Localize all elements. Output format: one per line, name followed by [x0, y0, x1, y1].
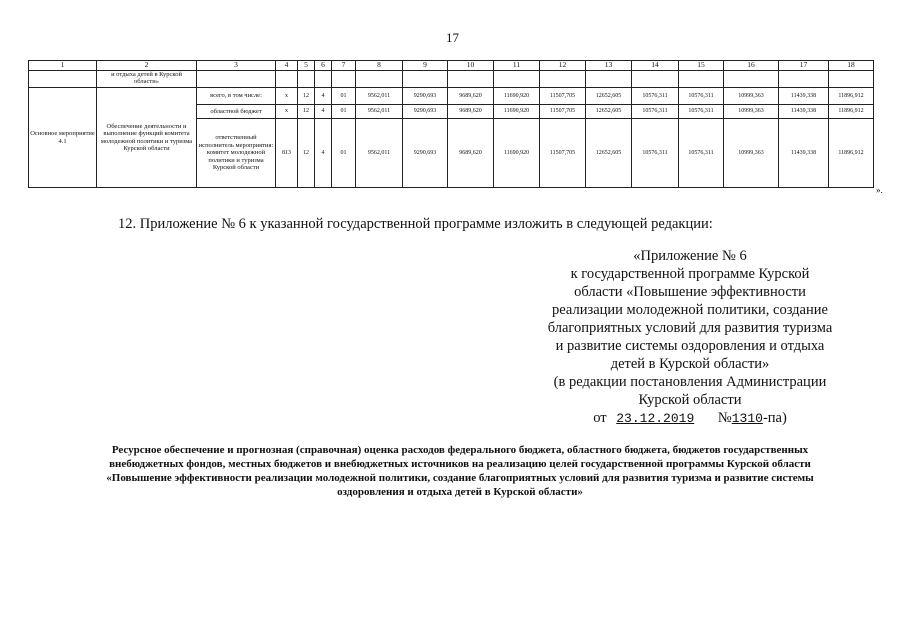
header-cell: 11: [494, 61, 540, 71]
appendix-line: области «Повышение эффективности: [574, 284, 806, 300]
table-row: областной бюджет х 12 4 01 9562,011 9290,693 9689,620 11690,920 11507,705 12652,605 10576,311 10576,311 10999,363 11439,338 11896,912: [29, 105, 874, 119]
table-header-row: [29, 61, 874, 71]
appendix-line: (в редакции постановления Администрации: [553, 374, 827, 390]
header-cell: 10: [448, 61, 494, 71]
appendix-line: благоприятных условий для развития туризма: [547, 320, 833, 336]
main-activity-label: Основное мероприятие 4.1: [29, 88, 97, 188]
header-cell: 2: [97, 61, 197, 71]
header-cell: 12: [540, 61, 586, 71]
header-cell: 14: [632, 61, 679, 71]
header-cell: 4: [276, 61, 298, 71]
resource-title: Ресурсное обеспечение и прогнозная (справочная) оценка расходов федерального бюджета, областного бюджета, бюджетов государственных внебюджетных фондов, местных бюджетов и внебюджетных источников на реализацию целей государственной программы Курской области «Повышение эффективности реализации молодежной политики, создание благоприятных условий для развития туризма и развитие системы оздоровления и отдыха детей в Курской области»: [106, 444, 814, 498]
header-cell: 17: [779, 61, 829, 71]
appendix-line: к государственной программе Курской: [570, 266, 810, 282]
continued-description: и отдыха детей в Курской области»: [97, 71, 197, 88]
header-cell: 1: [29, 61, 97, 71]
appendix-line: и развитие системы оздоровления и отдыха: [555, 338, 825, 354]
table-row-continuation: [29, 71, 874, 88]
header-cell: 13: [586, 61, 632, 71]
appendix-line: детей в Курской области»: [610, 356, 770, 372]
table-row: Основное мероприятие 4.1 Обеспечение деятельности и выполнение функций комитета молодежной политики и туризма Курской области всего, в том числе: х 12 4 01 9562,011 9290,693 9689,620 11690,920 11507,705 12652,605 10576,311 10576,311 10999,363 11439,338 11896,912: [29, 88, 874, 105]
row-label: ответственный исполнитель мероприятия: комитет молодежной политики и туризма Курской области: [197, 119, 276, 188]
appendix-line: Курской области: [638, 392, 742, 408]
header-cell: 6: [315, 61, 332, 71]
row-label: областной бюджет: [197, 105, 276, 119]
appendix-header: [525, 247, 855, 428]
decree-number: 1310: [731, 411, 763, 426]
activity-description: Обеспечение деятельности и выполнение функций комитета молодежной политики и туризма Курской области: [97, 88, 197, 188]
number-suffix: -па): [762, 410, 787, 426]
appendix-line: реализации молодежной политики, создание: [552, 302, 828, 318]
item-12-text: 12. Приложение № 6 к указанной государственной программе изложить в следующей редакции:: [118, 216, 713, 232]
header-cell: 8: [356, 61, 403, 71]
header-cell: 9: [403, 61, 448, 71]
header-cell: 3: [197, 61, 276, 71]
appendix-line: «Приложение № 6: [633, 248, 747, 264]
header-cell: 18: [829, 61, 874, 71]
table-row: ответственный исполнитель мероприятия: комитет молодежной политики и туризма Курской области 813 12 4 01 9562,011 9290,693 9689,620 11690,920 11507,705 12652,605 10576,311 10576,311 10999,363 11439,338 11896,912: [29, 119, 874, 188]
date-prefix: от: [593, 410, 607, 426]
header-cell: 16: [724, 61, 779, 71]
number-prefix: №: [717, 410, 732, 426]
row-label: всего, в том числе:: [197, 88, 276, 105]
page-number: 17: [446, 30, 459, 45]
decree-date: 23.12.2019: [616, 411, 695, 426]
header-cell: 7: [332, 61, 356, 71]
header-cell: 15: [679, 61, 724, 71]
header-cell: 5: [298, 61, 315, 71]
closing-quote: ».: [876, 185, 883, 195]
budget-table: [28, 60, 874, 188]
date-number-line: [593, 409, 787, 428]
